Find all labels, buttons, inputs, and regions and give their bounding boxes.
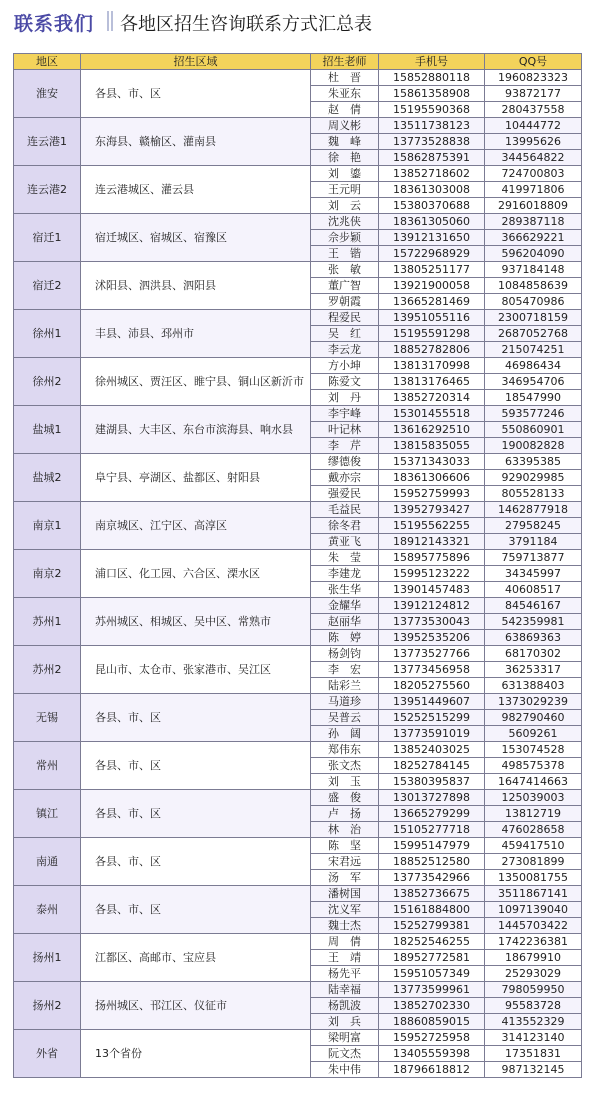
teacher-cell: 潘树国 [311, 886, 379, 902]
teacher-cell: 周 倩 [311, 934, 379, 950]
qq-cell: 280437558 [485, 102, 582, 118]
qq-cell: 596204090 [485, 246, 582, 262]
phone-cell: 13852720314 [379, 390, 485, 406]
region-group [14, 262, 582, 310]
region-group [14, 118, 582, 166]
phone-cell: 15951057349 [379, 966, 485, 982]
page-header [0, 0, 600, 44]
table-row [14, 550, 582, 566]
area-cell: 浦口区、化工园、六合区、溧水区 [81, 550, 311, 598]
phone-cell: 13773527766 [379, 646, 485, 662]
teacher-cell: 朱 莹 [311, 550, 379, 566]
phone-cell: 15852880118 [379, 70, 485, 86]
teacher-cell: 卢 扬 [311, 806, 379, 822]
phone-cell: 15195562255 [379, 518, 485, 534]
area-cell: 建湖县、大丰区、东台市滨海县、响水县 [81, 406, 311, 454]
section-label: 联系我们 [14, 13, 95, 35]
table-row [14, 502, 582, 518]
table-row [14, 1030, 582, 1046]
table-row [14, 934, 582, 950]
table-row [14, 166, 582, 182]
phone-cell: 18252784145 [379, 758, 485, 774]
region-cell: 苏州2 [14, 646, 81, 694]
teacher-cell: 刘 丹 [311, 390, 379, 406]
phone-cell: 18361303008 [379, 182, 485, 198]
phone-cell: 13773456958 [379, 662, 485, 678]
phone-cell: 15252515299 [379, 710, 485, 726]
teacher-cell: 强爱民 [311, 486, 379, 502]
phone-cell: 13952535206 [379, 630, 485, 646]
teacher-cell: 李宇峰 [311, 406, 379, 422]
region-group [14, 550, 582, 598]
qq-cell: 366629221 [485, 230, 582, 246]
teacher-cell: 郑伟东 [311, 742, 379, 758]
qq-cell: 3791184 [485, 534, 582, 550]
teacher-cell: 刘 兵 [311, 1014, 379, 1030]
phone-cell: 18361306606 [379, 470, 485, 486]
phone-cell: 13013727898 [379, 790, 485, 806]
region-group [14, 1030, 582, 1078]
teacher-cell: 魏 峰 [311, 134, 379, 150]
teacher-cell: 沈兆侠 [311, 214, 379, 230]
qq-cell: 937184148 [485, 262, 582, 278]
phone-cell: 15952759993 [379, 486, 485, 502]
phone-cell: 15252799381 [379, 918, 485, 934]
teacher-cell: 杨剑钧 [311, 646, 379, 662]
area-cell: 沭阳县、泗洪县、泗阳县 [81, 262, 311, 310]
phone-cell: 13912124812 [379, 598, 485, 614]
teacher-cell: 董广智 [311, 278, 379, 294]
teacher-cell: 马道珍 [311, 694, 379, 710]
phone-cell: 18860859015 [379, 1014, 485, 1030]
qq-cell: 1647414663 [485, 774, 582, 790]
phone-cell: 13852718602 [379, 166, 485, 182]
phone-cell: 15995147979 [379, 838, 485, 854]
area-cell: 连云港城区、灌云县 [81, 166, 311, 214]
teacher-cell: 杜 晋 [311, 70, 379, 86]
phone-cell: 18796618812 [379, 1062, 485, 1078]
region-group [14, 934, 582, 982]
qq-cell: 929029985 [485, 470, 582, 486]
qq-cell: 18547990 [485, 390, 582, 406]
qq-cell: 1084858639 [485, 278, 582, 294]
qq-cell: 1445703422 [485, 918, 582, 934]
region-group [14, 310, 582, 358]
divider-bars [107, 11, 115, 31]
region-cell: 南京2 [14, 550, 81, 598]
region-cell: 扬州2 [14, 982, 81, 1030]
teacher-cell: 梁明富 [311, 1030, 379, 1046]
phone-cell: 18252546255 [379, 934, 485, 950]
table-row [14, 694, 582, 710]
teacher-cell: 孙 阔 [311, 726, 379, 742]
qq-cell: 593577246 [485, 406, 582, 422]
region-cell: 泰州 [14, 886, 81, 934]
region-group [14, 646, 582, 694]
phone-cell: 15380395837 [379, 774, 485, 790]
qq-cell: 459417510 [485, 838, 582, 854]
teacher-cell: 阮文杰 [311, 1046, 379, 1062]
qq-cell: 550860901 [485, 422, 582, 438]
phone-cell: 13405559398 [379, 1046, 485, 1062]
phone-cell: 13815835055 [379, 438, 485, 454]
region-cell: 宿迁2 [14, 262, 81, 310]
region-group [14, 406, 582, 454]
teacher-cell: 张 敏 [311, 262, 379, 278]
phone-cell: 15161884800 [379, 902, 485, 918]
teacher-cell: 方小坤 [311, 358, 379, 374]
phone-cell: 13616292510 [379, 422, 485, 438]
teacher-cell: 赵 倩 [311, 102, 379, 118]
teacher-cell: 汤 军 [311, 870, 379, 886]
teacher-cell: 徐 艳 [311, 150, 379, 166]
phone-cell: 15952725958 [379, 1030, 485, 1046]
area-cell: 13个省份 [81, 1030, 311, 1078]
qq-cell: 805470986 [485, 294, 582, 310]
qq-cell: 759713877 [485, 550, 582, 566]
phone-cell: 18912143321 [379, 534, 485, 550]
teacher-cell: 毛益民 [311, 502, 379, 518]
phone-cell: 15895775896 [379, 550, 485, 566]
qq-cell: 314123140 [485, 1030, 582, 1046]
teacher-cell: 林 治 [311, 822, 379, 838]
region-group [14, 358, 582, 406]
table-row [14, 982, 582, 998]
phone-cell: 13921900058 [379, 278, 485, 294]
teacher-cell: 陈 婷 [311, 630, 379, 646]
phone-cell: 13773542966 [379, 870, 485, 886]
phone-cell: 13951055116 [379, 310, 485, 326]
phone-cell: 15371343033 [379, 454, 485, 470]
area-cell: 丰县、沛县、邳州市 [81, 310, 311, 358]
teacher-cell: 李建龙 [311, 566, 379, 582]
area-cell: 各县、市、区 [81, 694, 311, 742]
qq-cell: 1960823323 [485, 70, 582, 86]
region-group [14, 982, 582, 1030]
region-group [14, 886, 582, 934]
phone-cell: 13951449607 [379, 694, 485, 710]
qq-cell: 215074251 [485, 342, 582, 358]
phone-cell: 13852702330 [379, 998, 485, 1014]
phone-cell: 13773591019 [379, 726, 485, 742]
table-header [14, 54, 582, 70]
table-row [14, 886, 582, 902]
region-cell: 外省 [14, 1030, 81, 1078]
area-cell: 各县、市、区 [81, 838, 311, 886]
qq-cell: 34345997 [485, 566, 582, 582]
phone-cell: 15861358908 [379, 86, 485, 102]
page-title: 各地区招生咨询联系方式汇总表 [120, 14, 372, 35]
contact-table [13, 53, 582, 1078]
qq-cell: 419971806 [485, 182, 582, 198]
teacher-cell: 李 芹 [311, 438, 379, 454]
region-cell: 扬州1 [14, 934, 81, 982]
qq-cell: 68170302 [485, 646, 582, 662]
phone-cell: 13665281469 [379, 294, 485, 310]
region-group [14, 502, 582, 550]
qq-cell: 84546167 [485, 598, 582, 614]
region-cell: 盐城2 [14, 454, 81, 502]
table-row [14, 214, 582, 230]
phone-cell: 18852782806 [379, 342, 485, 358]
area-cell: 各县、市、区 [81, 886, 311, 934]
teacher-cell: 王元明 [311, 182, 379, 198]
teacher-cell: 王 锴 [311, 246, 379, 262]
table-row [14, 118, 582, 134]
phone-cell: 13852403025 [379, 742, 485, 758]
qq-cell: 93872177 [485, 86, 582, 102]
area-cell: 江都区、高邮市、宝应县 [81, 934, 311, 982]
region-cell: 南京1 [14, 502, 81, 550]
qq-cell: 476028658 [485, 822, 582, 838]
phone-cell: 13813170998 [379, 358, 485, 374]
teacher-cell: 朱亚东 [311, 86, 379, 102]
region-cell: 镇江 [14, 790, 81, 838]
teacher-cell: 盛 俊 [311, 790, 379, 806]
qq-cell: 273081899 [485, 854, 582, 870]
area-cell: 宿迁城区、宿城区、宿豫区 [81, 214, 311, 262]
qq-cell: 987132145 [485, 1062, 582, 1078]
qq-cell: 631388403 [485, 678, 582, 694]
teacher-cell: 刘 玉 [311, 774, 379, 790]
phone-cell: 18361305060 [379, 214, 485, 230]
area-cell: 南京城区、江宁区、高淳区 [81, 502, 311, 550]
phone-cell: 15195591298 [379, 326, 485, 342]
teacher-cell: 罗朝霞 [311, 294, 379, 310]
phone-cell: 13901457483 [379, 582, 485, 598]
region-cell: 连云港1 [14, 118, 81, 166]
table-row [14, 790, 582, 806]
area-cell: 各县、市、区 [81, 742, 311, 790]
phone-cell: 13665279299 [379, 806, 485, 822]
table-row [14, 454, 582, 470]
phone-cell: 13773530043 [379, 614, 485, 630]
region-group [14, 694, 582, 742]
qq-cell: 40608517 [485, 582, 582, 598]
region-group [14, 598, 582, 646]
qq-cell: 13995626 [485, 134, 582, 150]
teacher-cell: 朱中伟 [311, 1062, 379, 1078]
qq-cell: 3511867141 [485, 886, 582, 902]
table-row [14, 742, 582, 758]
region-cell: 徐州2 [14, 358, 81, 406]
phone-cell: 13773528838 [379, 134, 485, 150]
phone-cell: 13852736675 [379, 886, 485, 902]
teacher-cell: 宋君远 [311, 854, 379, 870]
region-group [14, 790, 582, 838]
teacher-cell: 刘 鎏 [311, 166, 379, 182]
teacher-cell: 沈义军 [311, 902, 379, 918]
qq-cell: 5609261 [485, 726, 582, 742]
region-group [14, 214, 582, 262]
qq-cell: 1742236381 [485, 934, 582, 950]
column-header-phone: 手机号 [379, 54, 485, 70]
teacher-cell: 陈 坚 [311, 838, 379, 854]
teacher-cell: 张文杰 [311, 758, 379, 774]
teacher-cell: 张生华 [311, 582, 379, 598]
teacher-cell: 佘步颖 [311, 230, 379, 246]
region-cell: 常州 [14, 742, 81, 790]
qq-cell: 63869363 [485, 630, 582, 646]
region-group [14, 166, 582, 214]
teacher-cell: 程爱民 [311, 310, 379, 326]
region-cell: 无锡 [14, 694, 81, 742]
teacher-cell: 刘 云 [311, 198, 379, 214]
qq-cell: 542359981 [485, 614, 582, 630]
teacher-cell: 王 靖 [311, 950, 379, 966]
qq-cell: 413552329 [485, 1014, 582, 1030]
phone-cell: 15862875391 [379, 150, 485, 166]
table-row [14, 358, 582, 374]
qq-cell: 36253317 [485, 662, 582, 678]
header-row [14, 54, 582, 70]
phone-cell: 15301455518 [379, 406, 485, 422]
table-row [14, 838, 582, 854]
region-group [14, 454, 582, 502]
qq-cell: 724700803 [485, 166, 582, 182]
teacher-cell: 缪德俊 [311, 454, 379, 470]
teacher-cell: 李云龙 [311, 342, 379, 358]
qq-cell: 2916018809 [485, 198, 582, 214]
region-cell: 苏州1 [14, 598, 81, 646]
qq-cell: 1462877918 [485, 502, 582, 518]
area-cell: 各县、市、区 [81, 790, 311, 838]
table-row [14, 406, 582, 422]
teacher-cell: 陆幸福 [311, 982, 379, 998]
qq-cell: 153074528 [485, 742, 582, 758]
table-row [14, 598, 582, 614]
qq-cell: 982790460 [485, 710, 582, 726]
qq-cell: 798059950 [485, 982, 582, 998]
region-group [14, 742, 582, 790]
teacher-cell: 杨凯波 [311, 998, 379, 1014]
area-cell: 苏州城区、相城区、吴中区、常熟市 [81, 598, 311, 646]
phone-cell: 15380370688 [379, 198, 485, 214]
region-cell: 徐州1 [14, 310, 81, 358]
area-cell: 扬州城区、邗江区、仪征市 [81, 982, 311, 1030]
teacher-cell: 吴 红 [311, 326, 379, 342]
phone-cell: 18952772581 [379, 950, 485, 966]
qq-cell: 1350081755 [485, 870, 582, 886]
qq-cell: 1097139040 [485, 902, 582, 918]
phone-cell: 13912131650 [379, 230, 485, 246]
phone-cell: 18852512580 [379, 854, 485, 870]
teacher-cell: 杨先平 [311, 966, 379, 982]
phone-cell: 18205275560 [379, 678, 485, 694]
table-row [14, 70, 582, 86]
qq-cell: 10444772 [485, 118, 582, 134]
table-row [14, 262, 582, 278]
teacher-cell: 李 宏 [311, 662, 379, 678]
region-cell: 连云港2 [14, 166, 81, 214]
region-cell: 南通 [14, 838, 81, 886]
qq-cell: 63395385 [485, 454, 582, 470]
qq-cell: 2300718159 [485, 310, 582, 326]
teacher-cell: 叶记林 [311, 422, 379, 438]
qq-cell: 25293029 [485, 966, 582, 982]
qq-cell: 125039003 [485, 790, 582, 806]
phone-cell: 15995123222 [379, 566, 485, 582]
table-row [14, 310, 582, 326]
region-cell: 盐城1 [14, 406, 81, 454]
qq-cell: 498575378 [485, 758, 582, 774]
table-row [14, 646, 582, 662]
qq-cell: 346954706 [485, 374, 582, 390]
phone-cell: 15195590368 [379, 102, 485, 118]
qq-cell: 18679910 [485, 950, 582, 966]
qq-cell: 13812719 [485, 806, 582, 822]
phone-cell: 15722968929 [379, 246, 485, 262]
phone-cell: 13773599961 [379, 982, 485, 998]
phone-cell: 13805251177 [379, 262, 485, 278]
region-group [14, 70, 582, 118]
region-group [14, 838, 582, 886]
qq-cell: 344564822 [485, 150, 582, 166]
area-cell: 阜宁县、亭湖区、盐都区、射阳县 [81, 454, 311, 502]
column-header-qq: QQ号 [485, 54, 582, 70]
teacher-cell: 周义彬 [311, 118, 379, 134]
phone-cell: 13813176465 [379, 374, 485, 390]
column-header-region: 地区 [14, 54, 81, 70]
qq-cell: 27958245 [485, 518, 582, 534]
teacher-cell: 魏士杰 [311, 918, 379, 934]
teacher-cell: 戴亦宗 [311, 470, 379, 486]
phone-cell: 13952793427 [379, 502, 485, 518]
qq-cell: 2687052768 [485, 326, 582, 342]
qq-cell: 190082828 [485, 438, 582, 454]
qq-cell: 1373029239 [485, 694, 582, 710]
teacher-cell: 黄亚飞 [311, 534, 379, 550]
qq-cell: 805528133 [485, 486, 582, 502]
teacher-cell: 陈爱文 [311, 374, 379, 390]
teacher-cell: 吴普云 [311, 710, 379, 726]
region-cell: 宿迁1 [14, 214, 81, 262]
teacher-cell: 赵丽华 [311, 614, 379, 630]
phone-cell: 13511738123 [379, 118, 485, 134]
area-cell: 东海县、赣榆区、灌南县 [81, 118, 311, 166]
teacher-cell: 陆彩兰 [311, 678, 379, 694]
area-cell: 昆山市、太仓市、张家港市、吴江区 [81, 646, 311, 694]
region-cell: 淮安 [14, 70, 81, 118]
qq-cell: 95583728 [485, 998, 582, 1014]
area-cell: 各县、市、区 [81, 70, 311, 118]
column-header-teacher: 招生老师 [311, 54, 379, 70]
phone-cell: 15105277718 [379, 822, 485, 838]
qq-cell: 46986434 [485, 358, 582, 374]
teacher-cell: 徐冬君 [311, 518, 379, 534]
qq-cell: 289387118 [485, 214, 582, 230]
teacher-cell: 金耀华 [311, 598, 379, 614]
column-header-area: 招生区域 [81, 54, 311, 70]
qq-cell: 17351831 [485, 1046, 582, 1062]
area-cell: 徐州城区、贾汪区、睢宁县、铜山区新沂市 [81, 358, 311, 406]
